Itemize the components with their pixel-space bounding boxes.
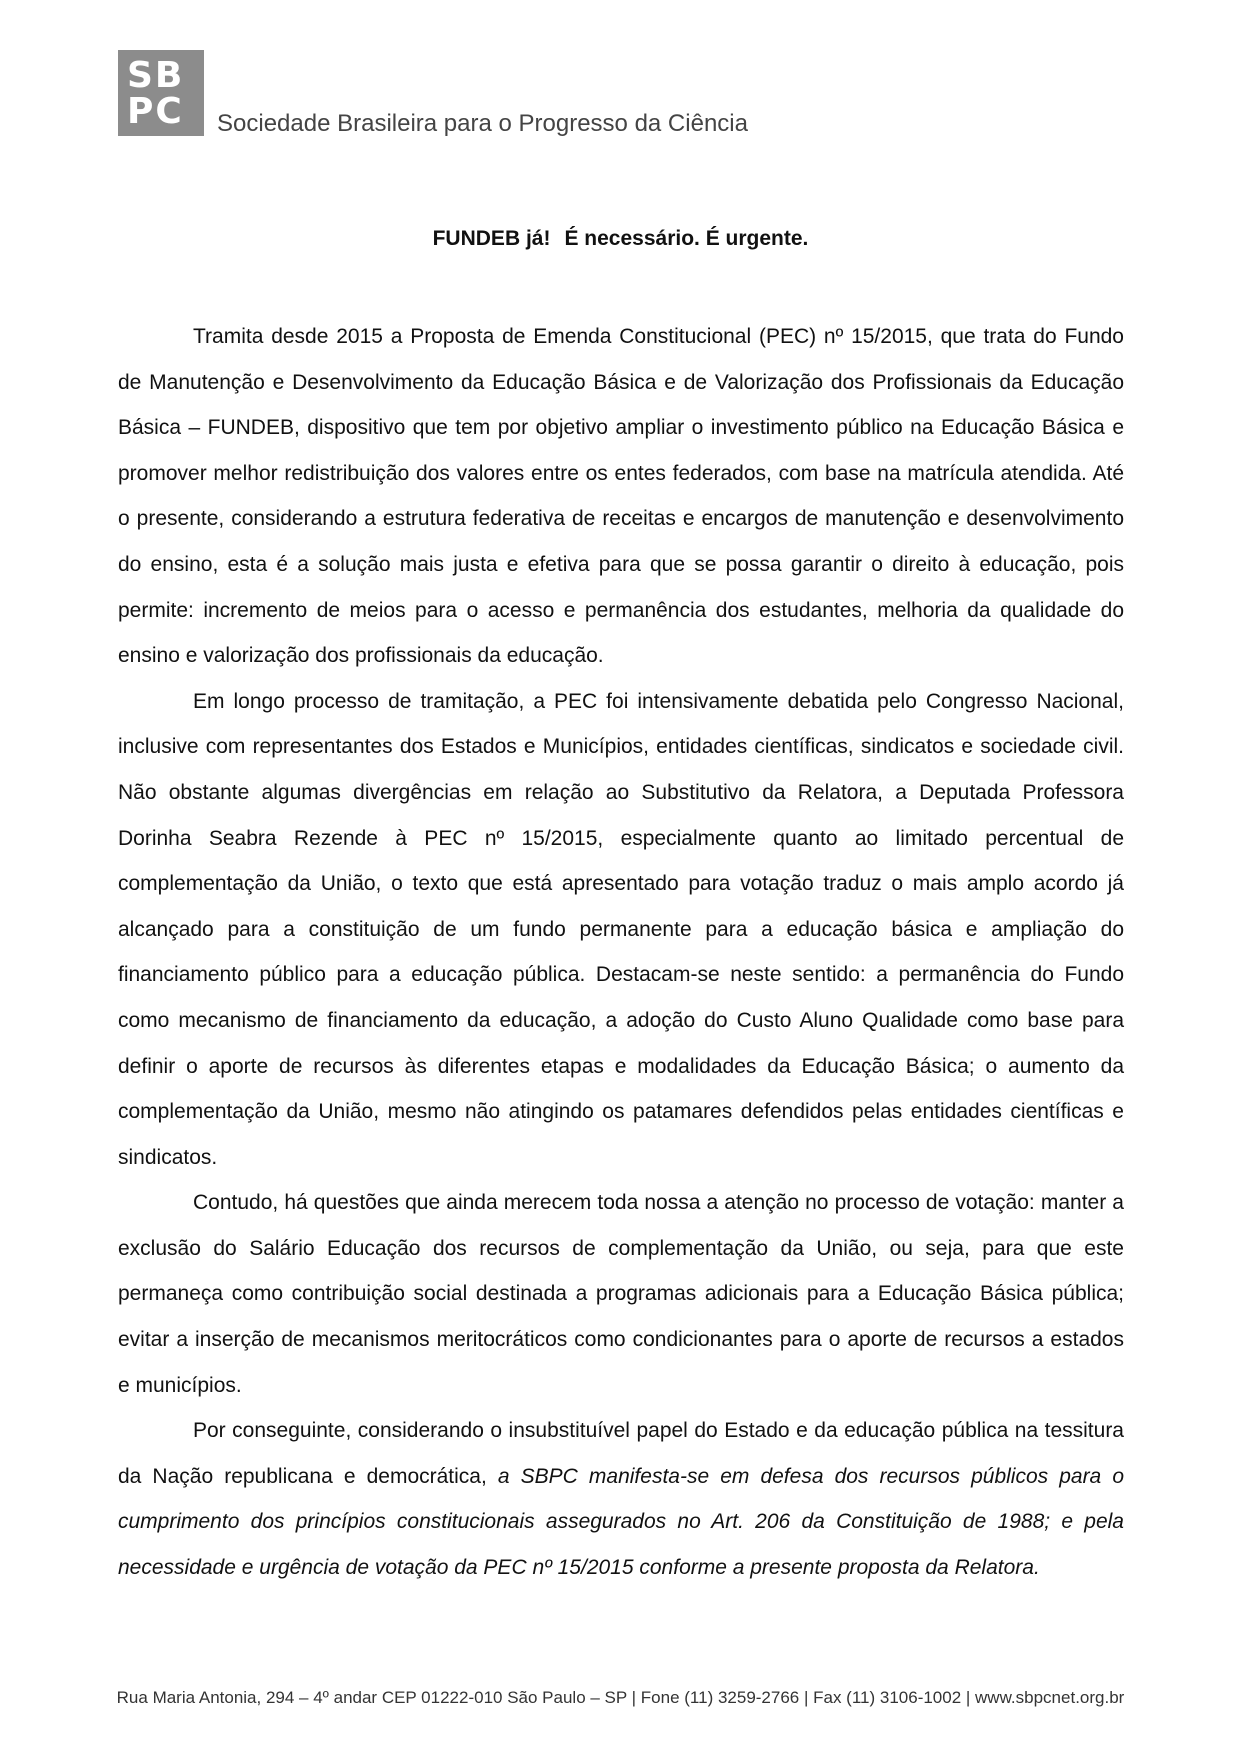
paragraph-1: Tramita desde 2015 a Proposta de Emenda Constitucional (PEC) nº 15/2015, que trata do Fundo de Manutenção e Desenvolvimento da Educação Básica e de Valorização dos Profissionais da Educação Básica – FUNDEB, dispositivo que tem por objetivo ampliar o investimento público na Educação Básica e promover melhor redistribuição dos valores entre os entes federados, com base na matrícula atendida. Até o presente, considerando a estrutura federativa de receitas e encargos de manutenção e desenvolvimento do ensino, esta é a solução mais justa e efetiva para que se possa garantir o direito à educação, pois permite: incremento de meios para o acesso e permanência dos estudantes, melhoria da qualidade do ensino e valorização dos profissionais da educação. (118, 325, 1124, 668)
title-part-1: FUNDEB já! (432, 227, 551, 250)
footer-address: Rua Maria Antonia, 294 – 4º andar CEP 01222-010 São Paulo – SP | Fone (11) 3259-2766 | Fax (11) 3106-1002 | www.sbpcnet.org.br (116, 1688, 1125, 1707)
paragraph-2: Em longo processo de tramitação, a PEC foi intensivamente debatida pelo Congresso Nacional, inclusive com representantes dos Estados e Municípios, entidades científicas, sindicatos e sociedade civil. Não obstante algumas divergências em relação ao Substitutivo da Relatora, a Deputada Professora Dorinha Seabra Rezende à PEC nº 15/2015, especialmente quanto ao limitado percentual de complementação da União, o texto que está apresentado para votação traduz o mais amplo acordo já alcançado para a constituição de um fundo permanente para a educação básica e ampliação do financiamento público para a educação pública. Destacam-se neste sentido: a permanência do Fundo como mecanismo de financiamento da educação, a adoção do Custo Aluno Qualidade como base para definir o aporte de recursos às diferentes etapas e modalidades da Educação Básica; o aumento da complementação da União, mesmo não atingindo os patamares defendidos pelas entidades científicas e sindicatos. (118, 689, 1124, 1169)
paragraph-3: Contudo, há questões que ainda merecem toda nossa a atenção no processo de votação: manter a exclusão do Salário Educação dos recursos de complementação da União, ou seja, para que este permaneça como contribuição social destinada a programas adicionais para a Educação Básica pública; evitar a inserção de mecanismos meritocráticos como condicionantes para o aporte de recursos a estados e municípios. (118, 1191, 1124, 1397)
document-body (118, 314, 1124, 1591)
paragraph-4 (118, 1408, 1124, 1590)
sbpc-logo (118, 50, 204, 136)
paragraph-4-italic: a SBPC manifesta-se em defesa dos recursos públicos para o cumprimento dos princípios constitucionais assegurados no Art. 206 da Constituição de 1988; e pela necessidade e urgência de votação da PEC nº 15/2015 conforme a presente proposta da Relatora. (118, 1464, 1124, 1580)
paragraph-4-plain: Por conseguinte, considerando o insubstituível papel do Estado e da educação pública na tessitura da Nação republicana e democrática, (118, 1419, 1124, 1488)
document-title (0, 226, 1241, 252)
logo-line-2: PC (127, 91, 184, 132)
letterhead (118, 50, 918, 140)
title-part-2: É necessário. É urgente. (564, 227, 809, 250)
organization-name: Sociedade Brasileira para o Progresso da Ciência (217, 110, 748, 137)
logo-line-1: SB (127, 55, 185, 96)
